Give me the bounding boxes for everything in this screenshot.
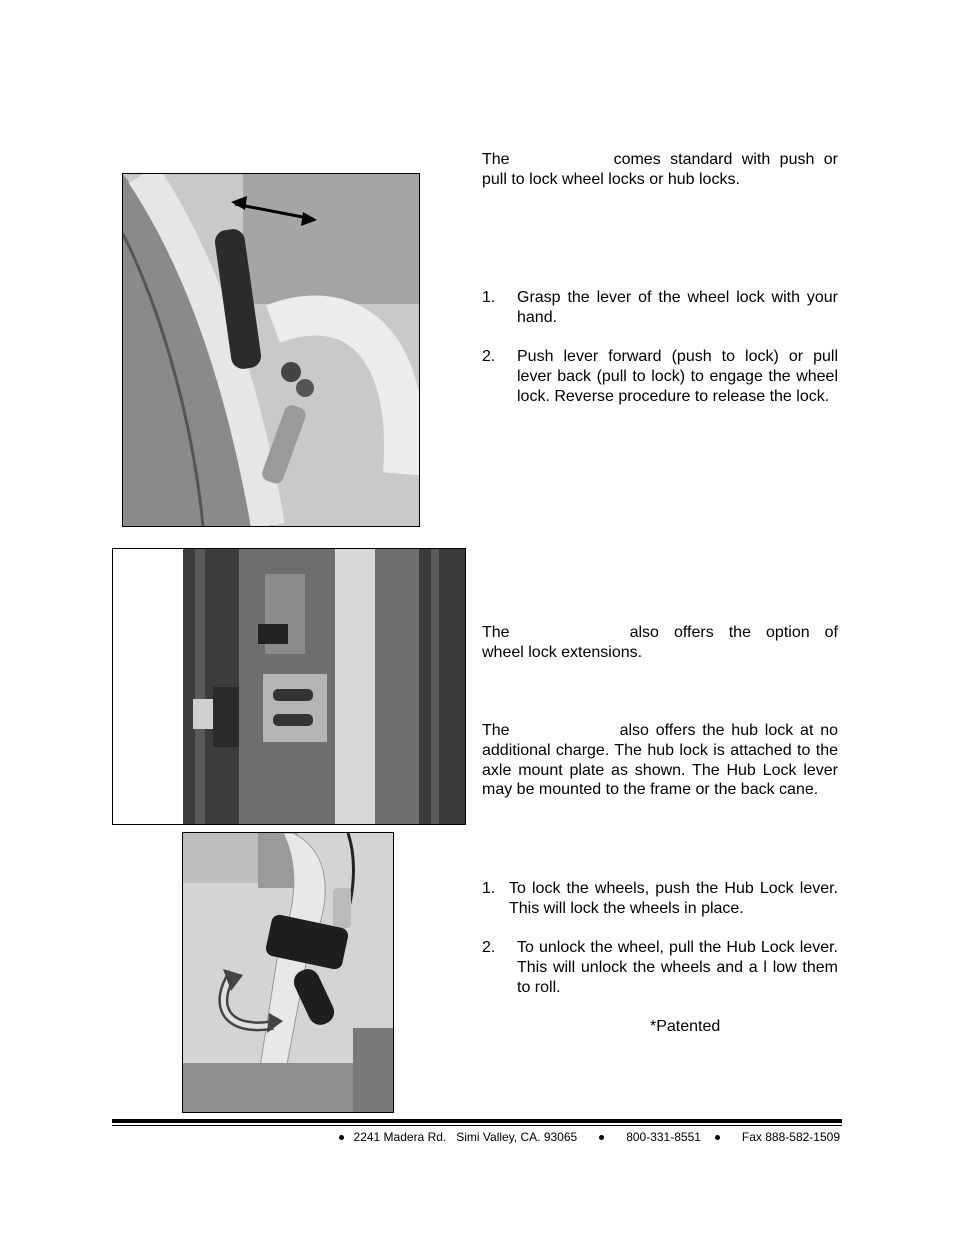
- footer-rule: [112, 1119, 842, 1123]
- step-number: 2.: [482, 939, 496, 956]
- bullet-icon: [339, 1135, 344, 1140]
- intro-after: comes standard with push or pull to lock wheel locks or hub locks.: [482, 151, 838, 188]
- step-number: 1.: [482, 880, 496, 897]
- intro-paragraph: [482, 150, 838, 190]
- hub-lock-before: The: [482, 722, 510, 739]
- hub-lock-after: also offers the hub lock at no additional charge. The hub lock is attached to the axle mount plate as shown. The Hub Lock lever may be mounted to the frame or the back cane.: [482, 722, 838, 799]
- footer: [300, 1129, 840, 1145]
- hub-lock-axle-photo: [112, 548, 466, 825]
- step-text-content: To lock the wheels, push the Hub Lock lever. This will lock the wheels in place.: [509, 880, 838, 917]
- intro-before: The: [482, 151, 510, 168]
- footer-address: 2241 Madera Rd. Simi Valley, CA. 93065: [353, 1130, 578, 1144]
- hub-lock-lever-photo: [182, 832, 394, 1113]
- extensions-paragraph: [482, 623, 838, 663]
- step-number: 2.: [482, 348, 496, 365]
- footer-rule-thin: [112, 1125, 842, 1126]
- bullet-icon: [599, 1135, 604, 1140]
- bullet-icon: [715, 1135, 720, 1140]
- step-text: To unlock the wheel, pull the Hub Lock lever. This will unlock the wheels and a l low them to roll.: [517, 939, 838, 996]
- step-text: [509, 879, 838, 919]
- step-number: 1.: [482, 289, 496, 306]
- extensions-before: The: [482, 624, 510, 641]
- footer-phone: 800-331-8551: [626, 1130, 701, 1144]
- step-text: Push lever forward (push to lock) or pull lever back (pull to lock) to engage the wheel lock. Reverse procedure to release the lock.: [517, 348, 838, 405]
- wheel-lock-photo: [122, 173, 420, 527]
- extensions-after: also offers the option of wheel lock extensions.: [482, 624, 838, 661]
- footer-fax: Fax 888-582-1509: [741, 1130, 840, 1144]
- step-text: Grasp the lever of the wheel lock with your hand.: [517, 289, 838, 326]
- hub-lock-paragraph: [482, 721, 838, 800]
- patented-note: *Patented: [650, 1018, 721, 1035]
